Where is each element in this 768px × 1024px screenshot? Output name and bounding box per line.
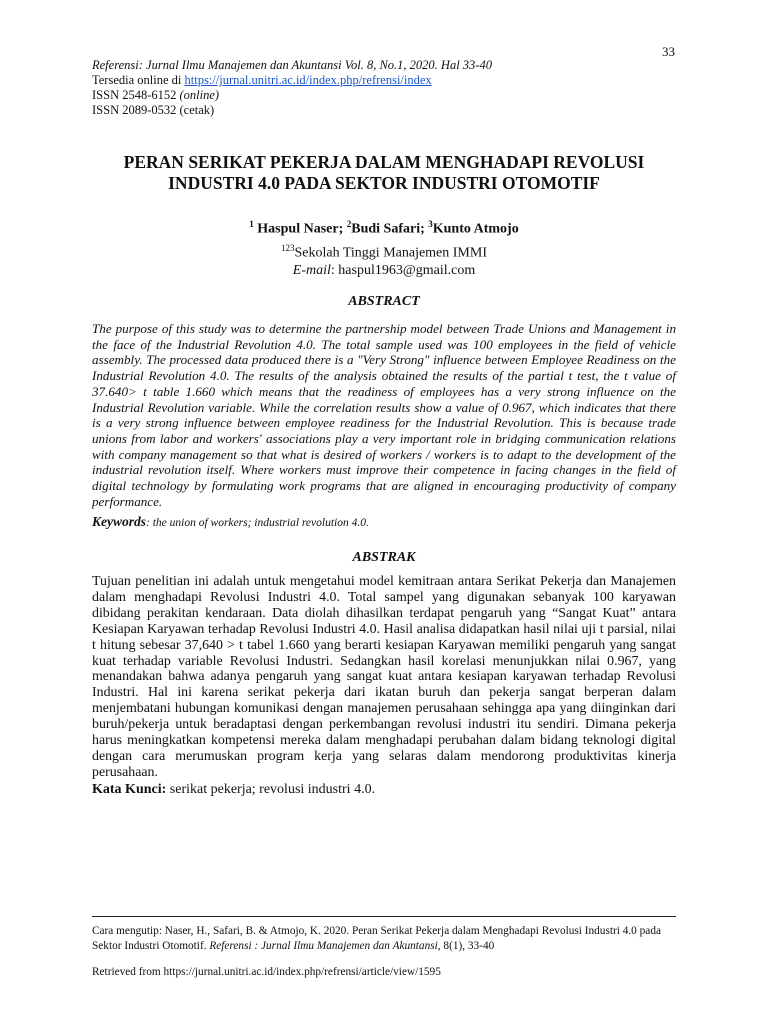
footer-divider [92,916,676,917]
abstrak-text: Tujuan penelitian ini adalah untuk mengetahui model kemitraan antara Serikat Pekerja dan Manajemen dalam menghadapi Revolusi Industri 4.0. Total sampel yang digunakan sebanyak 100 karyawan dibidang perakitan kendaraan. Data diolah dihasilkan terdapat pengaruh yang “Sangat Kuat” antara Kesiapan Karyawan terhadap Revolusi Industri 4.0. Hasil analisa didapatkan hasil nilai uji t parsial, nilai t hitung sebesar 37,640 > t tabel 1.660 yang berarti kesiapan Karyawan memiliki pengaruh yang sangat kuat terhadap variable Revolusi Industri. Sedangkan hasil korelasi menunjukkan nilai 0.967, yang menandakan bahwa adanya pengaruh yang sangat kuat antara kesiapan karyawan terhadap Revolusi Industri. Hal ini karena serikat pekerja dari ikatan buruh dan pekerja sangat berperan dalam menjembatani hubungan komunikasi dengan manajemen perusahaan sehingga apa yang diinginkan dari buruh/pekerja untuk beradaptasi dengan perkembangan revolusi industri itu sendiri. Dimana pekerja harus meningkatkan kompetensi mereka dalam menghadapi perubahan dalam bidang teknologi digital dengan cara merumuskan program kerja yang selaras dalam mendorong produktivitas kinerja perusahaan. [92,574,676,780]
kata-kunci-text: serikat pekerja; revolusi industri 4.0. [166,782,376,797]
affiliation-name: Sekolah Tinggi Manajemen IMMI [294,245,487,261]
page-number: 33 [662,44,675,59]
abstrak-heading: ABSTRAK [352,550,416,565]
author-block [92,215,676,280]
abstract-text: The purpose of this study was to determine the partnership model between Trade Unions and Management in the face of the Industrial Revolution 4.0. The total sample used was 100 employees in the field of vehicle assembly. The processed data produced there is a "Very Strong" influence between Employee Readiness on the Industrial Revolution 4.0. The results of the analysis obtained the results of the partial t test, the t value of 37.640> t table 1.660 which means that the readiness of employees has a very strong influence on the Industrial Revolution variable. While the correlation results show a value of 0.967, which indicates that there is a very strong influence between employee readiness for the Industrial Revolution. This is because trade unions from labor and workers' associations play a very important role in bridging communication relations with company management so that what is desired of workers / workers is to adapt to the development of the industrial revolution itself. Where workers must improve their competence in facing changes in the field of digital technology by formulating work programs that are aligned in encouraging productivity of company performance. [92,321,676,509]
author-2: Budi Safari; [351,221,429,237]
retrieved-from: Retrieved from https://jurnal.unitri.ac.id/index.php/refrensi/article/view/1595 [92,966,441,978]
email-label: E-mail [292,263,331,279]
title-line-2: INDUSTRI 4.0 PADA SEKTOR INDUSTRI OTOMOTIF [168,173,600,193]
author-1: Haspul Naser; [257,221,347,237]
author-1-sup: 1 [249,219,254,229]
journal-header [92,58,682,118]
issn-online [92,88,682,103]
citation-suffix: , 8(1), 33-40 [437,940,495,952]
keywords [92,514,676,530]
author-3: Kunto Atmojo [432,221,519,237]
issn-print: ISSN 2089-0532 (cetak) [92,103,215,117]
email-line [92,262,676,280]
kata-kunci [92,782,676,798]
online-prefix: Tersedia online di [92,73,185,87]
issn-online-label: (online) [179,88,220,102]
email-address: : haspul1963@gmail.com [330,263,476,279]
citation-prefix: Cara mengutip: Naser, H., Safari, B. & Atmojo, K. 2020. Peran Serikat Pekerja dalam Menghadapi Revolusi Industri 4.0 pada Sektor Industri Otomotif. [92,925,661,952]
author-2-sup: 2 [346,219,352,229]
journal-reference: Referensi: Jurnal Ilmu Manajemen dan Akuntansi Vol. 8, No.1, 2020. Hal 33-40 [92,58,492,72]
online-availability [92,73,682,88]
citation-journal: Referensi : Jurnal Ilmu Manajemen dan Akuntansi [209,940,438,952]
affiliation [92,239,676,263]
issn-online-number: ISSN 2548-6152 [92,88,180,102]
keywords-text: : the union of workers; industrial revolution 4.0. [146,517,369,529]
journal-url-link[interactable]: https://jurnal.unitri.ac.id/index.php/refrensi/index [184,73,432,87]
keywords-label: Keywords [92,514,146,529]
author-names [92,215,676,239]
author-3-sup: 3 [428,219,433,229]
kata-kunci-label: Kata Kunci: [92,782,167,797]
abstract-heading: ABSTRACT [348,294,420,309]
affiliation-sup: 123 [281,242,295,253]
title-line-1: PERAN SERIKAT PEKERJA DALAM MENGHADAPI REVOLUSI [123,152,645,172]
paper-title [92,152,676,194]
citation [92,924,682,954]
